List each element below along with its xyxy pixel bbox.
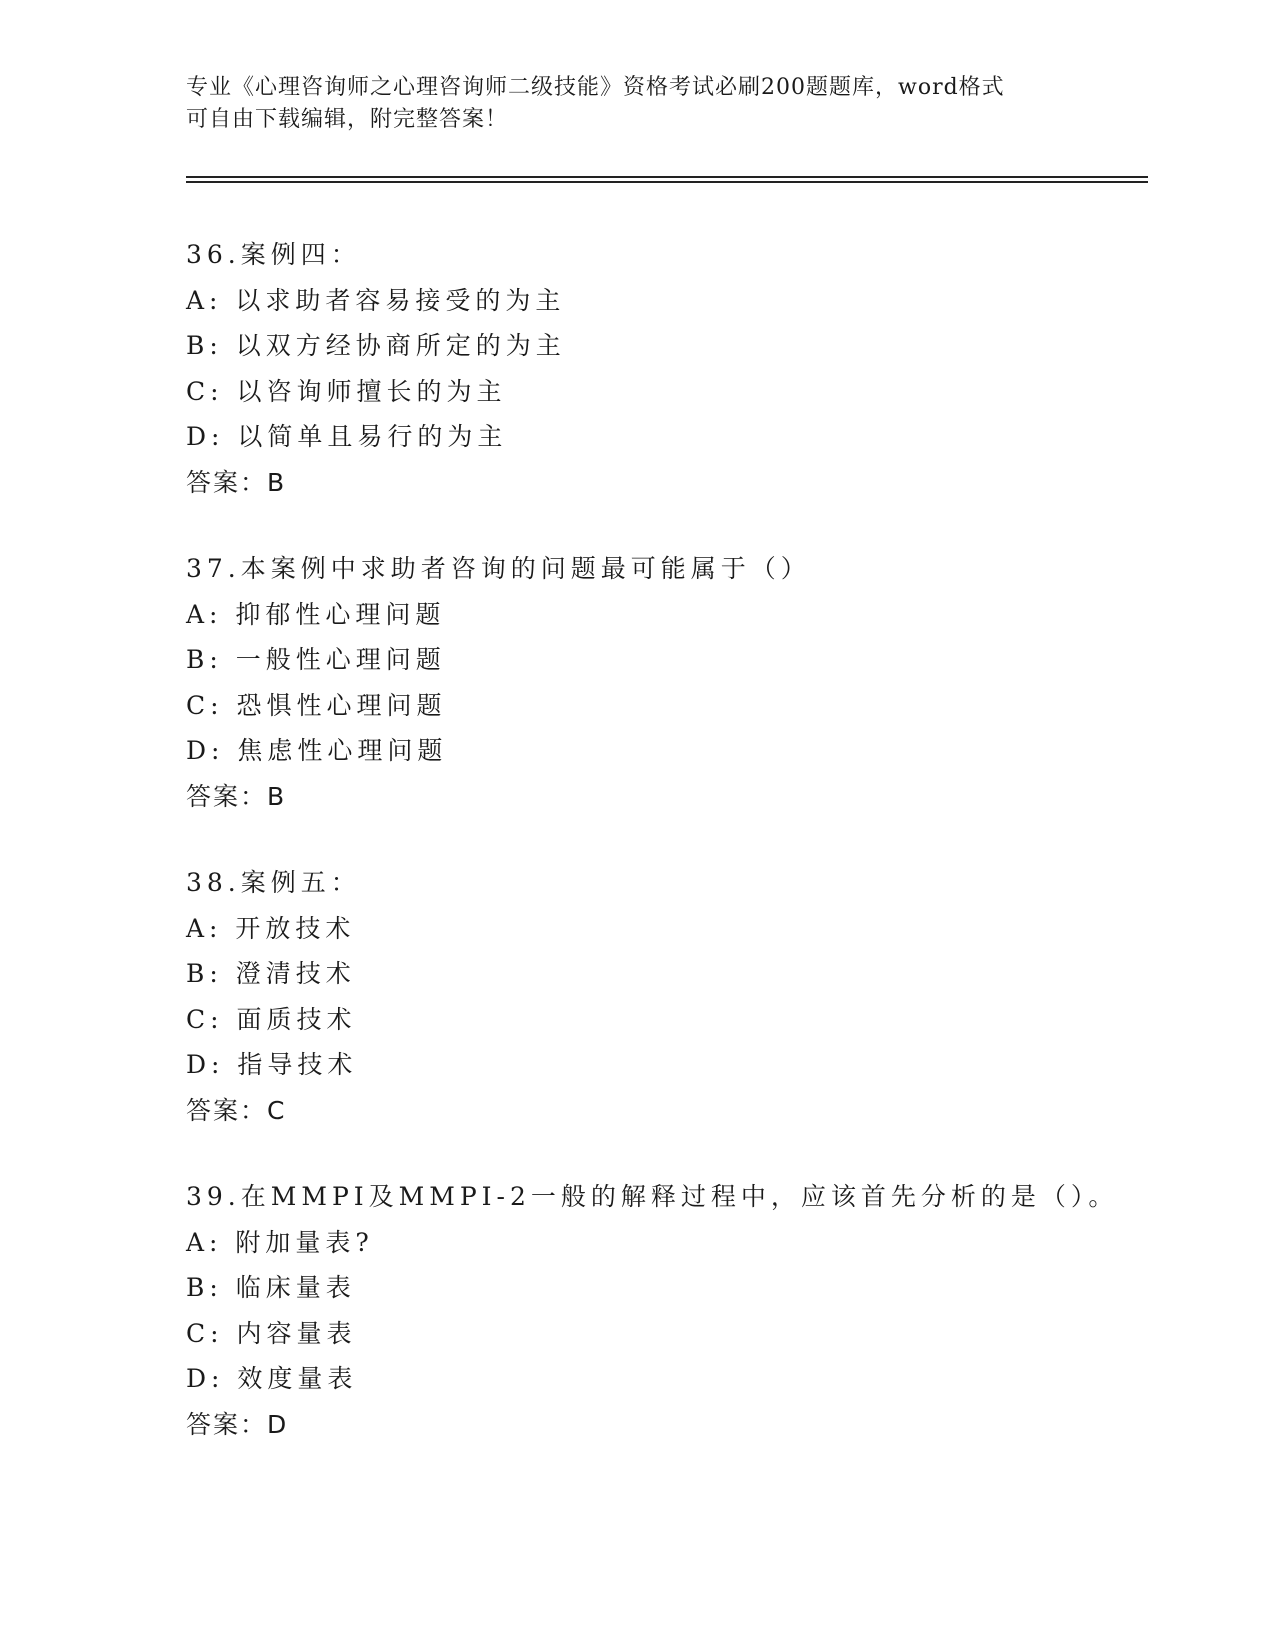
answer-line: 答案：B — [186, 467, 287, 497]
option-a: A: 附加量表? — [186, 1227, 374, 1257]
header-line-2: 可自由下载编辑，附完整答案！ — [186, 107, 509, 132]
question-stem: 36.案例四： — [186, 240, 361, 269]
document-header — [186, 72, 1086, 136]
option-c: C: 面质技术 — [186, 1004, 357, 1034]
question-stem: 38.案例五： — [186, 868, 361, 897]
question-36 — [186, 232, 1148, 505]
header-line-1: 专业《心理咨询师之心理咨询师二级技能》资格考试必刷200题题库，word格式 — [186, 75, 1005, 100]
question-38 — [186, 860, 1148, 1133]
question-39 — [186, 1174, 1148, 1447]
option-b: B: 一般性心理问题 — [186, 645, 446, 674]
option-d: D: 以简单且易行的为主 — [186, 422, 508, 451]
answer-line: 答案：B — [186, 781, 287, 811]
option-b: B: 临床量表 — [186, 1273, 356, 1302]
question-stem: 39.在MMPI及MMPI-2一般的解释过程中，应该首先分析的是（）。 — [186, 1182, 1119, 1211]
question-37 — [186, 546, 1148, 819]
option-a: A: 开放技术 — [186, 913, 356, 943]
option-c: C: 以咨询师擅长的为主 — [186, 376, 507, 406]
header-divider-top — [186, 176, 1148, 178]
question-list — [186, 232, 1148, 1488]
header-divider-bottom — [186, 181, 1148, 183]
answer-line: 答案：D — [186, 1409, 289, 1439]
option-d: D: 焦虑性心理问题 — [186, 736, 448, 765]
answer-line: 答案：C — [186, 1095, 287, 1125]
option-b: B: 澄清技术 — [186, 959, 356, 988]
option-b: B: 以双方经协商所定的为主 — [186, 331, 566, 360]
option-a: A: 抑郁性心理问题 — [186, 599, 446, 629]
option-d: D: 指导技术 — [186, 1050, 358, 1079]
option-c: C: 内容量表 — [186, 1318, 357, 1348]
option-d: D: 效度量表 — [186, 1364, 358, 1393]
option-a: A: 以求助者容易接受的为主 — [186, 285, 566, 315]
option-c: C: 恐惧性心理问题 — [186, 690, 447, 720]
question-stem: 37.本案例中求助者咨询的问题最可能属于（） — [186, 554, 811, 583]
